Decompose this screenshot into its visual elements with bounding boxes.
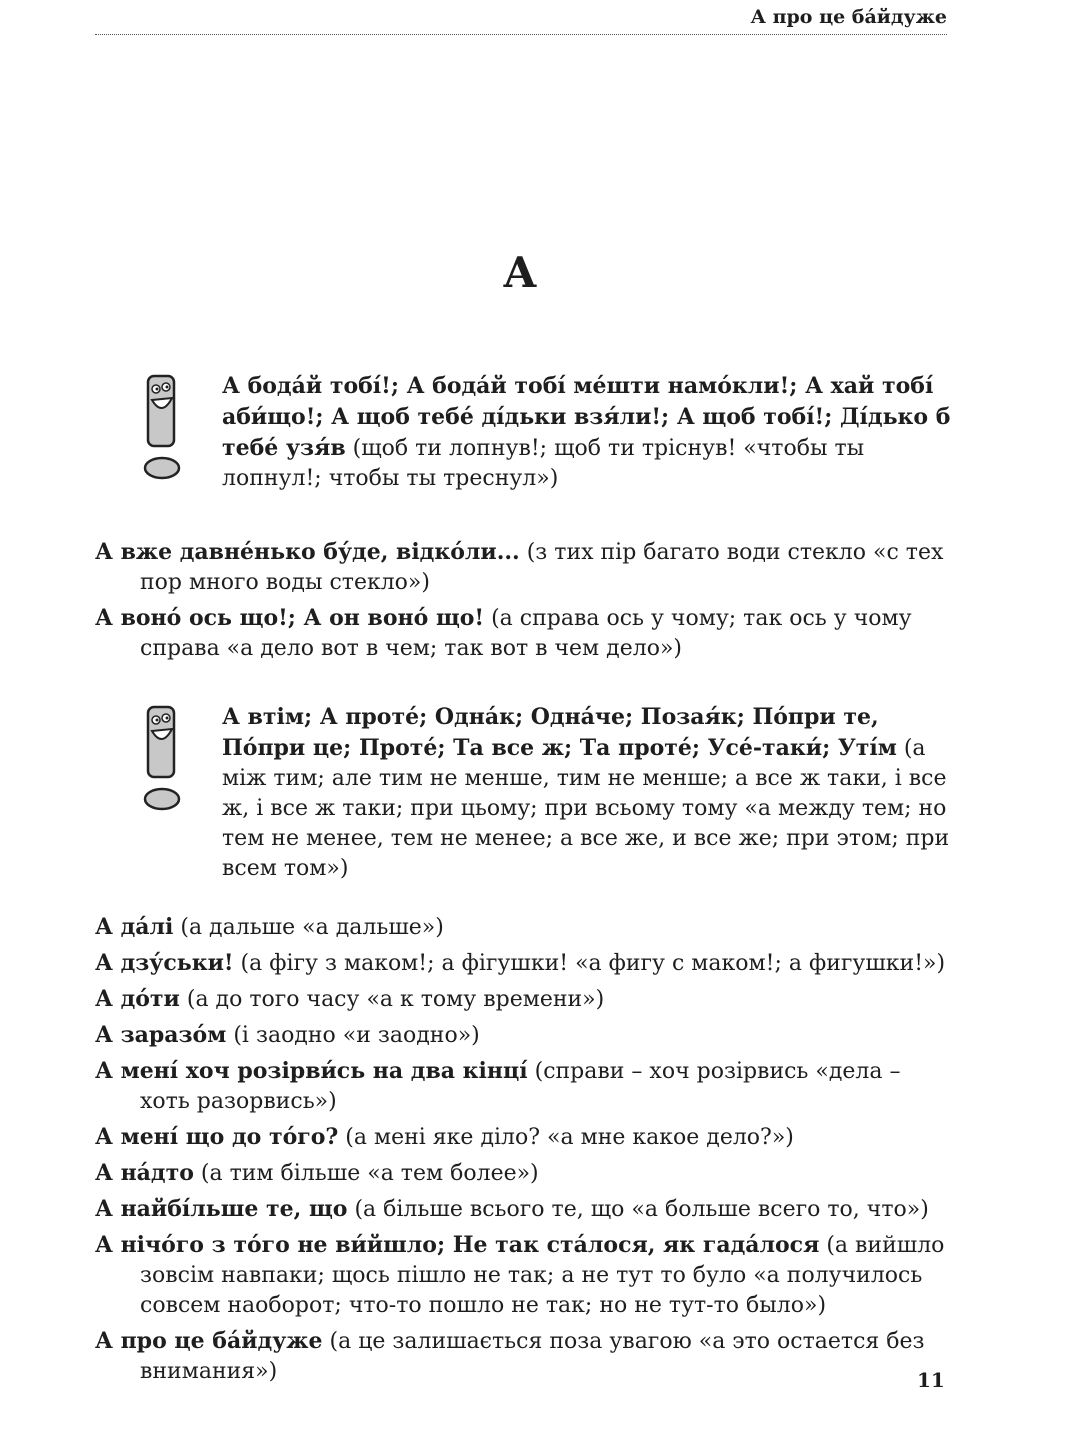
entry-gloss: (а вийшло зовсім навпаки; щось пішло не так; а не тут то було «а получилось совсем наоборот; что-то пошло не так; но не тут-то было») — [140, 1233, 945, 1318]
dictionary-entry — [95, 948, 955, 979]
entry-term: А про це ба́йдуже — [95, 1328, 323, 1354]
entry-gloss: (а до того часу «а к тому времени») — [179, 987, 605, 1012]
entry-gloss: (і заодно «и заодно») — [226, 1023, 480, 1048]
dictionary-entry — [95, 984, 955, 1015]
entry-term: А мені́ що до то́го? — [95, 1124, 339, 1150]
note-text — [222, 371, 955, 494]
exclamation-mascot-icon — [137, 704, 187, 814]
entry-gloss: (а справа ось у чому; так ось у чому справа «а дело вот в чем; так вот в чем дело») — [140, 606, 912, 661]
note-gloss: (щоб ти лопнув!; щоб ти тріснув! «чтобы ты лопнул!; чтобы ты треснул») — [222, 436, 865, 491]
entry-gloss: (а більше всього те, що «а больше всего то, что») — [347, 1197, 929, 1222]
entry-gloss: (а це залишається поза увагою «а это остается без внимания») — [140, 1329, 925, 1384]
entry-term: А заразо́м — [95, 1022, 227, 1048]
dictionary-entry — [95, 537, 955, 598]
dictionary-entry — [95, 603, 955, 664]
dictionary-entry — [95, 1122, 955, 1153]
note-gloss: (а між тим; але тим не менше, тим не менше; а все ж таки, і все ж, і все ж таки; при цьому; при всьому тому «а между тем; но тем не менее, тем не менее; а все же, и все же; при этом; при всем том») — [222, 736, 950, 881]
dictionary-entry — [95, 1326, 955, 1387]
dictionary-entry — [95, 1230, 955, 1321]
section-letter: А — [502, 248, 538, 297]
note-term: А втім; А проте́; Одна́к; Одна́че; Позая́к; По́при те, По́при це; Проте́; Та все ж; Та проте́; Усе́-таки́; Уті́м — [222, 704, 897, 761]
dictionary-entry — [95, 1020, 955, 1051]
entry-list — [95, 537, 955, 669]
dictionary-entry — [95, 1056, 955, 1117]
entry-term: А до́ти — [95, 986, 180, 1012]
entry-term: А дзу́ськи! — [95, 950, 234, 976]
entry-term: А воно́ ось що!; А он воно́ що! — [95, 605, 485, 631]
entry-term: А нічо́го з то́го не ви́йшло; Не так ста́лося, як гада́лося — [95, 1232, 820, 1258]
entry-gloss: (а мені яке діло? «а мне какое дело?») — [338, 1125, 794, 1150]
highlight-note — [95, 371, 955, 494]
entry-gloss: (а тим більше «а тем более») — [193, 1161, 539, 1186]
dictionary-entry — [95, 912, 955, 943]
entry-gloss: (з тих пір багато води стекло «с тех пор много воды стекло») — [140, 540, 944, 595]
entry-term: А мені́ хоч розірви́сь на два кінці́ — [95, 1058, 528, 1084]
entry-gloss: (а дальше «а дальше») — [173, 915, 444, 940]
entry-list — [95, 912, 955, 1392]
running-head: А про це ба́йдуже — [95, 6, 947, 35]
entry-term: А вже давне́нько бу́де, відко́ли... — [95, 539, 520, 565]
note-text — [222, 702, 955, 884]
highlight-note — [95, 702, 955, 884]
entry-term: А найбі́льше те, що — [95, 1196, 348, 1222]
dictionary-entry — [95, 1194, 955, 1225]
entry-term: А да́лі — [95, 914, 174, 940]
exclamation-mascot-icon — [137, 373, 187, 483]
page-number: 11 — [917, 1368, 945, 1392]
entry-gloss: (справи – хоч розірвись «дела – хоть разорвись») — [140, 1059, 901, 1114]
dictionary-entry — [95, 1158, 955, 1189]
note-term: А бода́й тобі́!; А бода́й тобі́ ме́шти намо́кли!; А хай тобі́ аби́що!; А щоб тебе́ ді́дьки взя́ли!; А щоб тобі́!; Ді́дько б тебе́ узя́в — [222, 373, 951, 461]
entry-term: А на́дто — [95, 1160, 194, 1186]
entry-gloss: (а фігу з маком!; а фігушки! «а фигу с маком!; а фигушки!») — [233, 951, 946, 976]
